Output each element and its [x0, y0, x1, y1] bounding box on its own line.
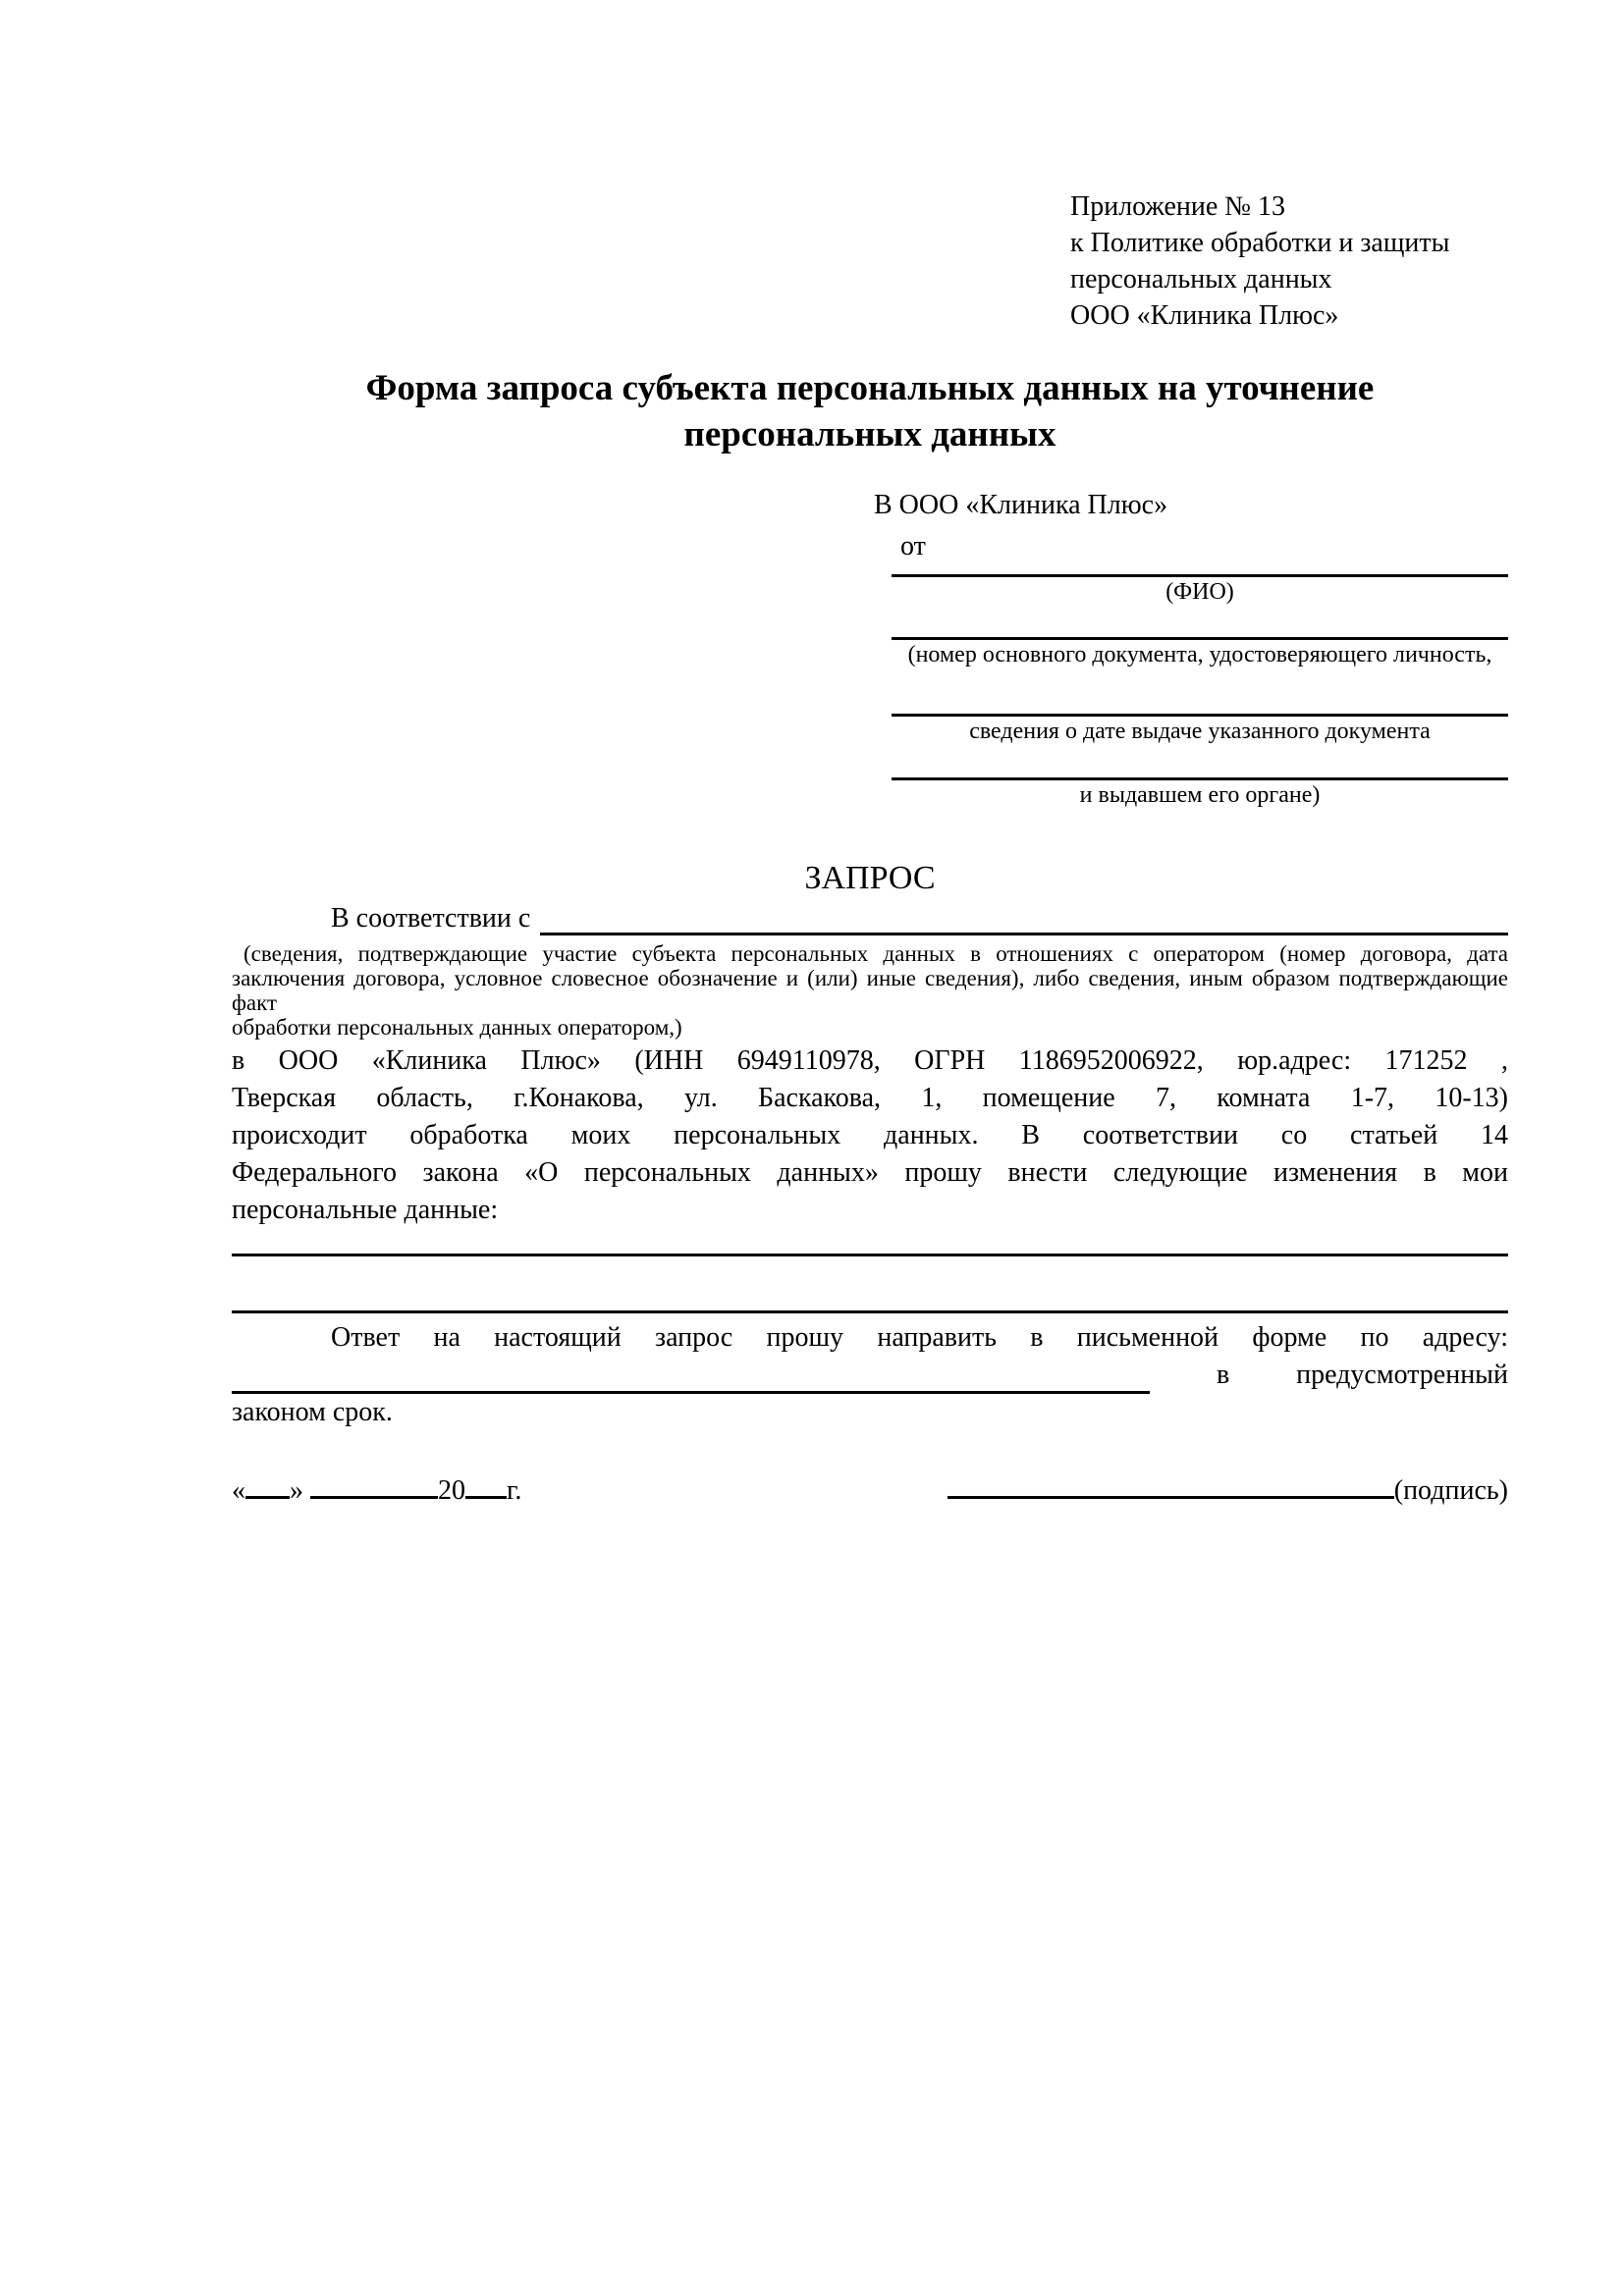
- request-body-paragraph: [232, 1042, 1508, 1229]
- document-number-field: [892, 637, 1508, 667]
- intro-caption: [232, 941, 1508, 1040]
- page-content: [232, 0, 1508, 1510]
- changes-blank-line-1: [232, 1254, 1508, 1256]
- day-blank-line: [245, 1468, 290, 1499]
- fio-field: [892, 574, 1508, 605]
- request-body-line: в ООО «Клиника Плюс» (ИНН 6949110978, ОГРН 1186952006922, юр.адрес: 171252 ,: [232, 1045, 1508, 1076]
- changes-blank-line-2: [232, 1310, 1508, 1313]
- intro-line: [232, 902, 1508, 935]
- intro-blank-line: [540, 903, 1508, 935]
- response-line: Ответ на настоящий запрос прошу направить в письменной форме по адресу:: [331, 1322, 1508, 1353]
- footer-row: [232, 1468, 1508, 1510]
- year-blank-line: [465, 1468, 507, 1499]
- request-body-line: Тверская область, г.Конакова, ул. Баскакова, 1, помещение 7, комната 1-7, 10-13): [232, 1083, 1508, 1113]
- document-number-field-caption: (номер основного документа, удостоверяющего личность,: [907, 642, 1492, 667]
- request-body-line: происходит обработка моих персональных данных. В соответствии со статьей 14: [232, 1120, 1508, 1150]
- response-word: в: [1216, 1360, 1230, 1390]
- document-title: [232, 365, 1508, 457]
- intro-caption-line: (сведения, подтверждающие участие субъекта персональных данных в отношениях с оператором (номер договора, дата: [244, 941, 1508, 966]
- request-body-line: Федерального закона «О персональных данных» прошу внести следующие изменения в мои: [232, 1157, 1508, 1188]
- quote-open: «: [232, 1475, 245, 1506]
- intro-caption-line: заключения договора, условное словесное обозначение и (или) иные сведения), либо сведения, иным образом подтверждающие факт: [232, 966, 1508, 1015]
- appendix-line: Приложение № 13: [1070, 191, 1285, 222]
- request-heading: ЗАПРОС: [804, 860, 936, 896]
- response-address-row: [232, 1357, 1508, 1394]
- appendix-line: персональных данных: [1070, 264, 1332, 294]
- addressee-block: [874, 487, 1508, 808]
- intro-caption-line: обработки персональных данных оператором,): [232, 1015, 682, 1040]
- response-word: предусмотренный: [1296, 1360, 1508, 1390]
- issuing-authority-field-caption: и выдавшем его органе): [1079, 782, 1321, 808]
- fio-field-caption: (ФИО): [1165, 579, 1234, 605]
- appendix-block: [1070, 0, 1508, 334]
- intro-prefix: В соответствии с: [331, 903, 531, 934]
- address-blank-line: [232, 1358, 1150, 1394]
- signature-caption: (подпись): [1393, 1475, 1508, 1506]
- issue-date-field-caption: сведения о дате выдаче указанного документа: [969, 719, 1431, 744]
- response-line: законом срок.: [232, 1397, 393, 1427]
- document-title-line: персональных данных: [683, 414, 1056, 454]
- document-title-line: Форма запроса субъекта персональных данных на уточнение: [365, 368, 1375, 408]
- signature-area: [947, 1468, 1508, 1510]
- response-paragraph: [232, 1319, 1508, 1431]
- year-prefix: 20: [438, 1475, 465, 1506]
- issue-date-field: [892, 714, 1508, 744]
- year-suffix: г.: [507, 1475, 522, 1506]
- date-template: [232, 1468, 521, 1510]
- issuing-authority-field: [892, 777, 1508, 808]
- quote-close: »: [290, 1475, 303, 1506]
- appendix-line: к Политике обработки и защиты: [1070, 228, 1450, 258]
- request-body-line: персональные данные:: [232, 1195, 499, 1225]
- addressee-from-label: от: [900, 531, 926, 561]
- month-blank-line: [310, 1468, 438, 1499]
- addressee-to: В ООО «Клиника Плюс»: [874, 490, 1168, 520]
- signature-blank-line: [947, 1468, 1394, 1499]
- appendix-line: ООО «Клиника Плюс»: [1070, 300, 1339, 331]
